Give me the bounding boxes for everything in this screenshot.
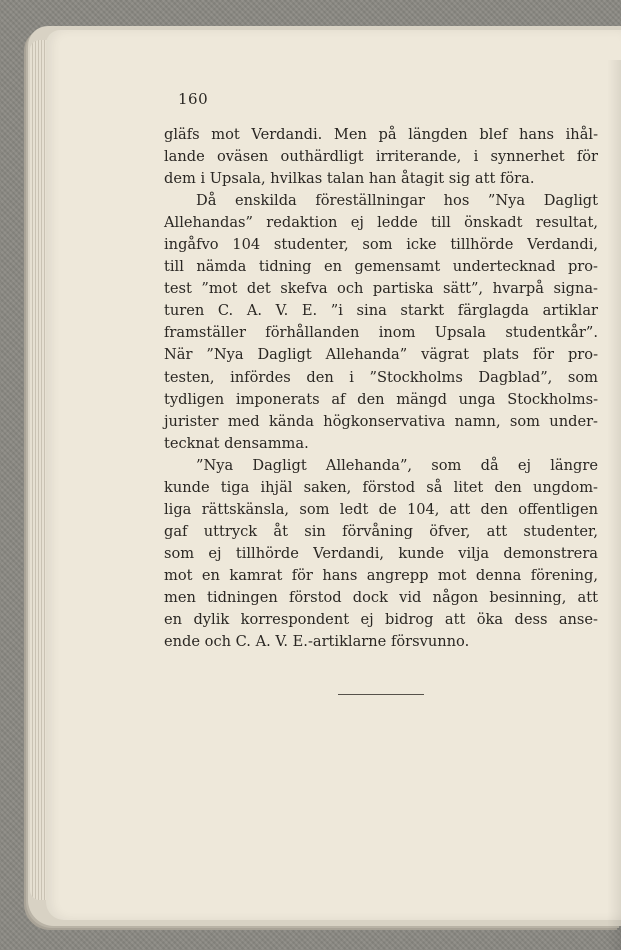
- text-line: jurister med kända högkonservativa namn, som under-: [164, 412, 598, 430]
- text-line: men tidningen förstod dock vid någon besinning, att: [164, 588, 598, 606]
- text-line: När ”Nya Dagligt Allehanda” vägrat plats för pro-: [164, 346, 598, 364]
- text-line: till nämda tidning en gemensamt undertecknad pro-: [164, 258, 598, 276]
- text-line: Då enskilda föreställningar hos ”Nya Dagligt: [196, 192, 598, 210]
- text-line: tecknat densamma.: [164, 434, 309, 452]
- body-text: [164, 124, 598, 653]
- text-line: ingåfvo 104 studenter, som icke tillhörde Verdandi,: [164, 236, 598, 254]
- text-line: lande oväsen outhärdligt irriterande, i synnerhet för: [164, 148, 598, 166]
- text-line: ende och C. A. V. E.-artiklarne försvunno.: [164, 633, 470, 651]
- text-line: Allehandas” redaktion ej ledde till önskadt resultat,: [164, 214, 598, 232]
- text-line: framställer förhållanden inom Upsala studentkår”.: [164, 324, 598, 342]
- section-rule: [338, 694, 424, 695]
- text-line: testen, infördes den i ”Stockholms Dagblad”, som: [164, 368, 598, 386]
- text-line: gaf uttryck åt sin förvåning öfver, att studenter,: [164, 522, 598, 540]
- text-line: liga rättskänsla, som ledt de 104, att den offentligen: [164, 500, 598, 518]
- page-number: 160: [178, 90, 209, 108]
- text-line: en dylik korrespondent ej bidrog att öka dess anse-: [164, 611, 598, 629]
- text-line: ”Nya Dagligt Allehanda”, som då ej längre: [196, 456, 598, 474]
- text-line: kunde tiga ihjäl saken, förstod så litet den ungdom-: [164, 478, 598, 496]
- text-line: test ”mot det skefva och partiska sätt”, hvarpå signa-: [164, 280, 598, 298]
- text-line: turen C. A. V. E. ”i sina starkt färglagda artiklar: [164, 302, 598, 320]
- gutter-shadow: [607, 60, 621, 950]
- text-line: mot en kamrat för hans angrepp mot denna förening,: [164, 566, 598, 584]
- text-line: som ej tillhörde Verdandi, kunde vilja demonstrera: [164, 544, 598, 562]
- text-line: tydligen imponerats af den mängd unga Stockholms-: [164, 390, 598, 408]
- text-line: dem i Upsala, hvilkas talan han åtagit sig att föra.: [164, 170, 535, 188]
- text-line: gläfs mot Verdandi. Men på längden blef hans ihål-: [164, 126, 598, 143]
